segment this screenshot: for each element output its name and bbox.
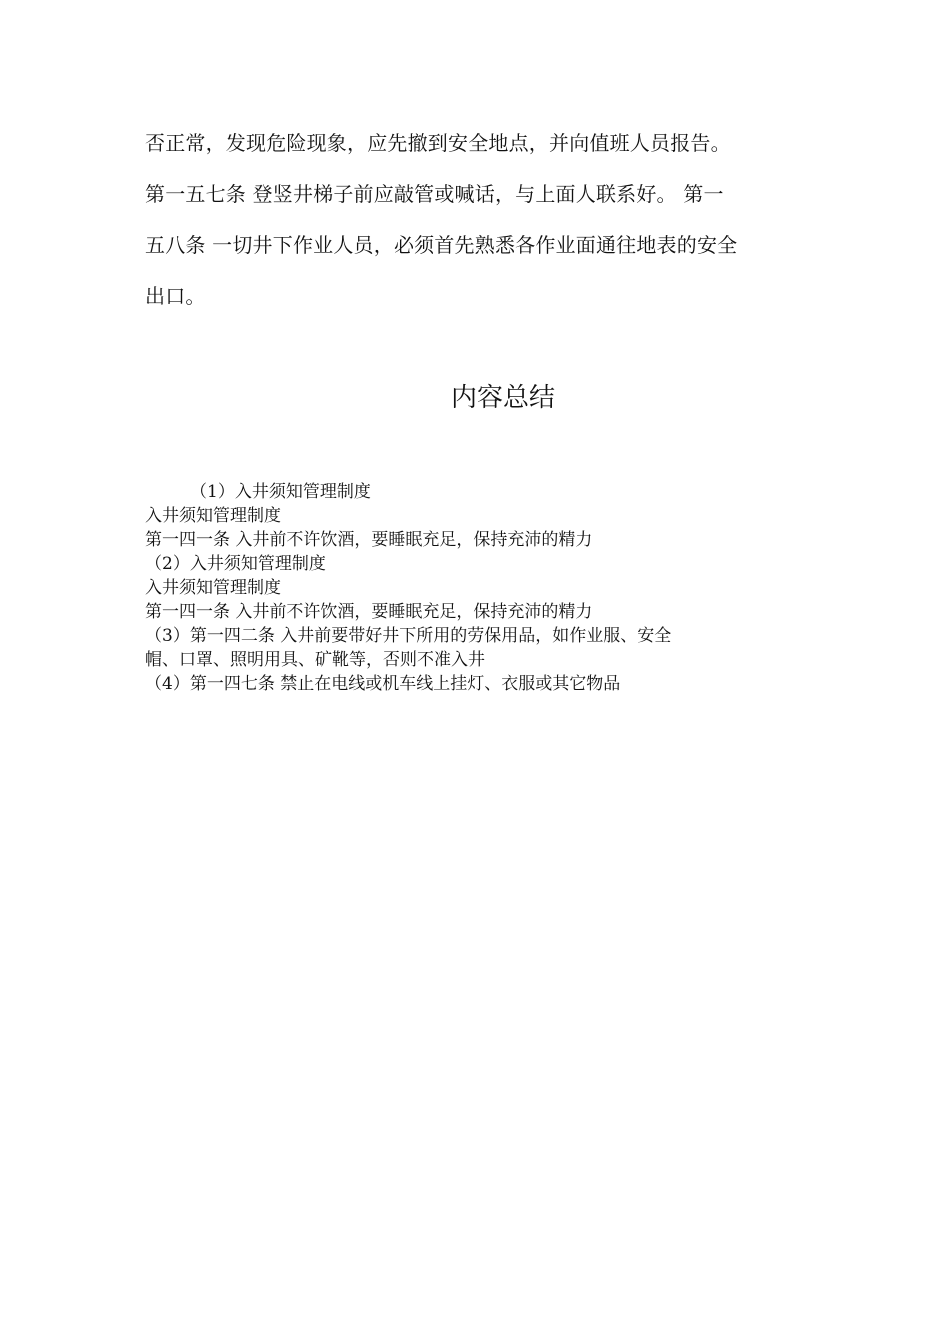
body-text: [145, 118, 815, 322]
summary-line: 入井须知管理制度: [145, 578, 281, 598]
summary-line: （3）第一四二条 入井前要带好井下所用的劳保用品，如作业服、安全: [145, 626, 672, 646]
summary-title: 内容总结: [450, 383, 555, 413]
summary-line: 入井须知管理制度: [145, 506, 281, 526]
summary-line: （2）入井须知管理制度: [145, 554, 326, 574]
summary-line: 第一四一条 入井前不许饮酒，要睡眠充足，保持充沛的精力: [145, 602, 593, 622]
body-line: 出口。: [145, 284, 206, 308]
summary-line: 帽、口罩、照明用具、矿靴等，否则不准入井: [145, 650, 485, 670]
body-line: 五八条 一切井下作业人员，必须首先熟悉各作业面通往地表的安全: [145, 233, 738, 257]
body-line: 否正常，发现危险现象，应先撤到安全地点，并向值班人员报告。: [145, 131, 731, 155]
summary-list: [145, 480, 805, 696]
summary-line: （4）第一四七条 禁止在电线或机车线上挂灯、衣服或其它物品: [145, 674, 621, 694]
summary-line: 第一四一条 入井前不许饮酒，要睡眠充足，保持充沛的精力: [145, 530, 593, 550]
body-line: 第一五七条 登竖井梯子前应敲管或喊话，与上面人联系好。 第一: [145, 182, 724, 206]
summary-line: （1）入井须知管理制度: [190, 482, 371, 502]
